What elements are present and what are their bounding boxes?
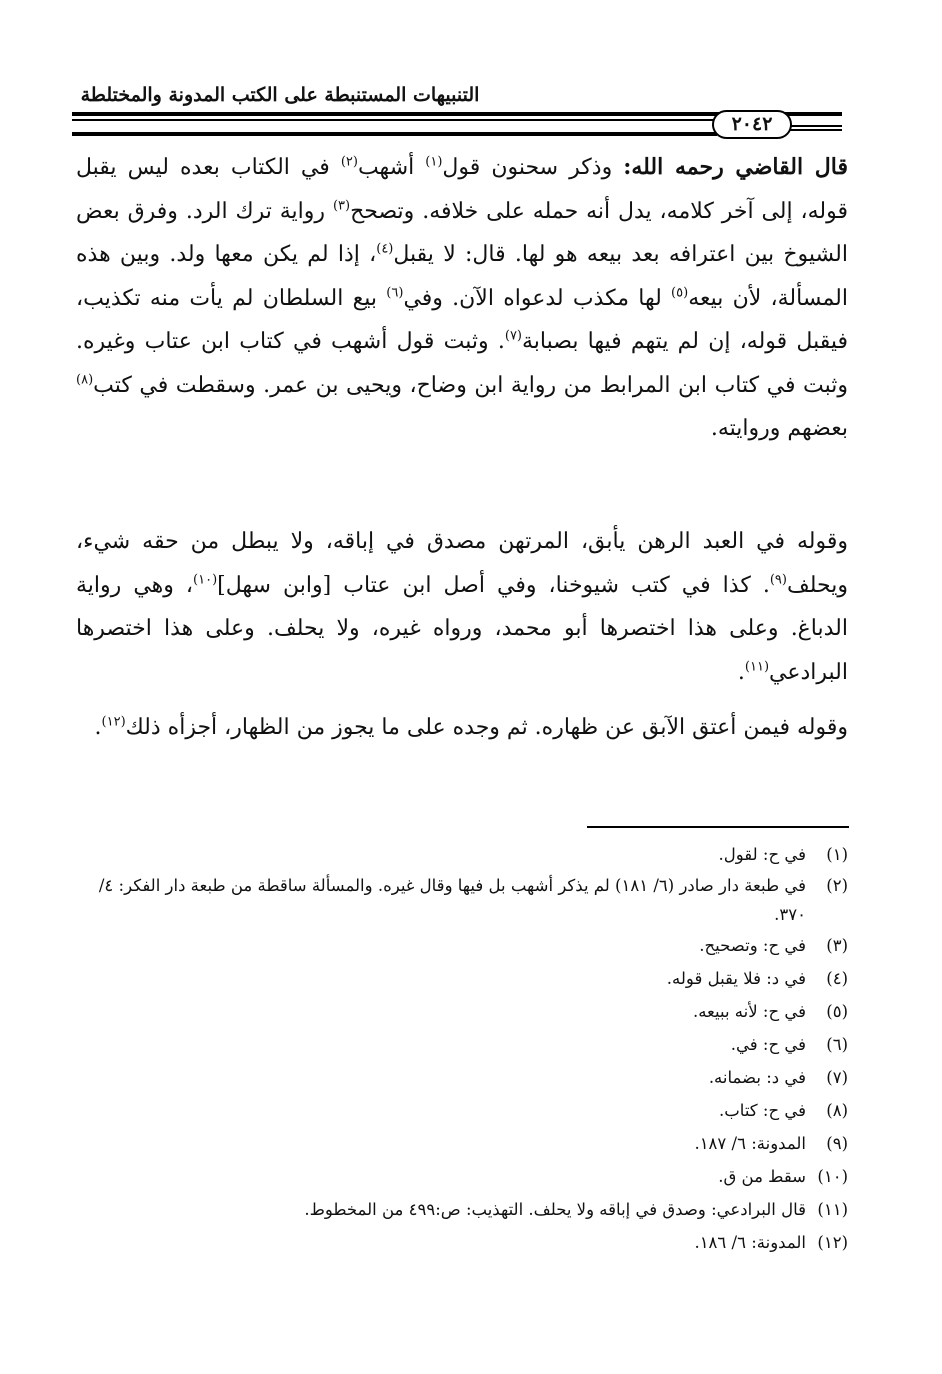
paragraph-text: رواية ترك الرد. وفرق بعض الشيوخ بين اعترافه بعد بيعه هو لها. قال: لا يقبل: [76, 198, 848, 267]
paragraph-text: . وثبت قول أشهب في كتاب ابن عتاب وغيره. وثبت في كتاب ابن المرابط من رواية ابن وضاح، ويحيى بن عمر. وسقطت في كتب: [76, 329, 848, 398]
footnote-number: (٨): [826, 1101, 848, 1120]
paragraph-2: [76, 520, 848, 694]
footnote-item: [76, 929, 848, 962]
footnote-number: (٧): [826, 1068, 848, 1087]
paragraph-1: [76, 146, 848, 451]
footnote-item: [76, 871, 848, 929]
footnote-text: في طبعة دار صادر (٦/ ١٨١) لم يذكر أشهب بل فيها وقال غيره. والمسألة ساقطة من طبعة دار الفكر: ٤/ ٣٧٠.: [98, 876, 806, 924]
footnote-text: قال البرادعي: وصدق في إباقه ولا يحلف. التهذيب: ص:٤٩٩ من المخطوط.: [304, 1200, 806, 1219]
paragraph-text: أشهب: [357, 155, 426, 180]
paragraph-text: لها مكذب لدعواه الآن. وفي: [403, 285, 672, 311]
footnote-ref[interactable]: (٨): [76, 372, 94, 388]
footnote-ref[interactable]: (١): [425, 154, 443, 170]
footnote-number: (١): [826, 845, 848, 864]
paragraph-text: . كذا في كتب شيوخنا، وفي أصل ابن عتاب [وابن سهل]: [217, 572, 770, 598]
footnote-ref[interactable]: (٧): [504, 328, 522, 344]
running-title: التنبيهات المستنبطة على الكتب المدونة والمختلطة: [80, 84, 480, 106]
footnote-ref[interactable]: (٣): [332, 198, 351, 214]
footnote-number: (١٠): [817, 1167, 848, 1186]
paragraph-text: وذكر سحنون قول: [442, 155, 624, 180]
paragraph-3: [76, 706, 848, 750]
footnote-item: [76, 962, 848, 995]
footnote-ref[interactable]: (٢): [340, 154, 358, 170]
footnote-item: [76, 1127, 848, 1160]
footnote-item: [76, 1226, 848, 1259]
paragraph-text: وقوله فيمن أعتق الآبق عن ظهاره. ثم وجده على ما يجوز من الظهار، أجزأه ذلك: [125, 715, 848, 740]
paragraph-text: بعضهم وروايته.: [710, 416, 848, 441]
footnote-number: (٤): [826, 969, 848, 988]
footnote-ref[interactable]: (٤): [376, 241, 394, 257]
footnote-item: [76, 1061, 848, 1094]
paragraph-text: .: [737, 659, 745, 685]
footnote-item: [76, 1094, 848, 1127]
footnote-number: (٣): [826, 936, 848, 955]
footnote-ref[interactable]: (١٠): [193, 572, 218, 588]
footnote-number: (٥): [826, 1002, 848, 1021]
footnote-ref[interactable]: (١٢): [101, 714, 126, 730]
paragraph-text: .: [94, 715, 102, 740]
paragraph-lead: قال القاضي رحمه الله:: [623, 154, 848, 180]
footnote-number: (٦): [826, 1035, 848, 1054]
footnote-item: [76, 838, 848, 871]
footnote-text: في ح: كتاب.: [719, 1101, 806, 1120]
footnote-text: في د: فلا يقبل قوله.: [666, 969, 806, 988]
footnote-number: (٢): [826, 876, 848, 895]
footnote-text: في ح: وتصحيح.: [699, 936, 806, 955]
footnote-ref[interactable]: (٥): [671, 285, 689, 301]
footnote-ref[interactable]: (١١): [744, 659, 770, 675]
footnote-text: في ح: في.: [730, 1035, 806, 1054]
footnote-text: المدونة: ٦/ ١٨٧.: [694, 1134, 806, 1153]
footnote-number: (٩): [826, 1134, 848, 1153]
header-rule-middle: [72, 119, 717, 121]
footnote-item: [76, 1028, 848, 1061]
footnote-text: في ح: لأنه ببيعه.: [692, 1002, 806, 1021]
footnote-text: في د: بضمانه.: [708, 1068, 806, 1087]
footnote-ref[interactable]: (٦): [386, 285, 404, 301]
footnote-text: سقط من ق.: [718, 1167, 806, 1186]
footnote-number: (١٢): [817, 1233, 848, 1252]
footnote-item: [76, 1193, 848, 1226]
header-rule-tail: [785, 125, 842, 131]
header-rule-bottom: [72, 132, 717, 136]
paragraph-text: بيع السلطان لم يأت منه تكذيب، فيقبل قوله، إن لم يتهم فيها بصبابة: [76, 285, 848, 354]
footnote-separator: [587, 826, 849, 828]
paragraph-text: في الكتاب بعده ليس يقبل قوله، إلى آخر كلامه، يدل أنه حمله على خلافه. وتصحح: [76, 155, 848, 224]
footnote-item: [76, 1160, 848, 1193]
paragraph-text: ، إذا لم يكن معها ولد. وبين هذه المسألة، لأن بيعه: [76, 242, 849, 311]
footnote-item: [76, 995, 848, 1028]
footnote-text: في ح: لقول.: [718, 845, 806, 864]
footnote-ref[interactable]: (٩): [769, 572, 787, 588]
footnote-number: (١١): [817, 1200, 848, 1219]
paragraph-text: وقوله في العبد الرهن يأبق، المرتهن مصدق في إباقه، ولا يبطل من حقه شيء، ويحلف: [76, 529, 848, 598]
page-number: ٢٠٤٢: [712, 110, 792, 139]
footnote-text: المدونة: ٦/ ١٨٦.: [694, 1233, 806, 1252]
footnotes: [76, 838, 848, 1259]
paragraph-text: ، وهي رواية الدباغ. وعلى هذا اختصرها أبو محمد، ورواه غيره، ولا يحلف. وعلى هذا اختصرها البرادعي: [76, 572, 848, 685]
